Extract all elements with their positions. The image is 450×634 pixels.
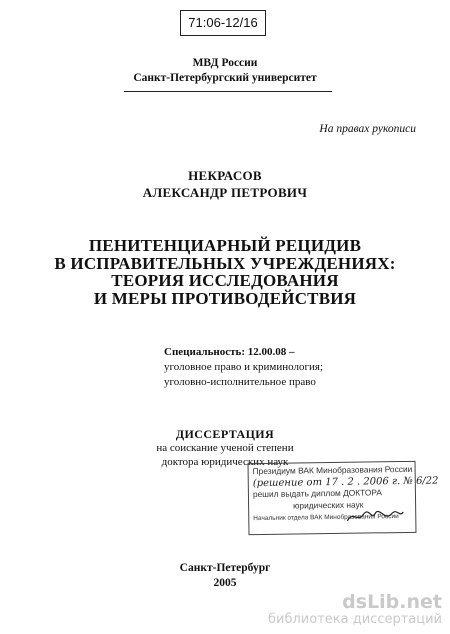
dissertation-line: доктора юридических наук	[161, 456, 289, 468]
stamp-line: Президиум ВАК Минобразования России	[252, 463, 413, 477]
title-line: И МЕРЫ ПРОТИВОДЕЙСТВИЯ	[93, 288, 357, 308]
dissertation-title	[0, 237, 450, 307]
author-given-names: АЛЕКСАНДР ПЕТРОВИЧ	[142, 185, 308, 200]
dissertation-heading: ДИССЕРТАЦИЯ	[175, 427, 275, 441]
title-line: В ИСПРАВИТЕЛЬНЫХ УЧРЕЖДЕНИЯХ:	[54, 253, 396, 273]
stamp-line: (решение от 17 . 2 . 2006 г. № 6/22	[252, 475, 439, 489]
specialty-label: Специальность: 12.00.08 –	[164, 346, 295, 358]
publication-city: Санкт-Петербург	[179, 562, 271, 574]
university-name: Санкт-Петербургский университет	[133, 72, 317, 84]
catalog-number: 71:06-12/16	[188, 15, 258, 30]
stamp-signature-line	[253, 510, 411, 524]
dissertation-line: на соискание ученой степени	[156, 442, 294, 454]
specialty-line: уголовно-исполнительное право	[164, 376, 316, 388]
handwritten-signature-icon	[345, 508, 405, 525]
stamp-line: юридических наук	[293, 499, 364, 511]
manuscript-note: На правах рукописи	[319, 123, 416, 135]
dslib-watermark	[268, 592, 442, 628]
publication-year: 2005	[213, 577, 237, 589]
stamp-line: решил выдать диплом ДОКТОРА	[252, 487, 383, 500]
title-line: ПЕНИТЕНЦИАРНЫЙ РЕЦИДИВ	[88, 236, 362, 255]
catalog-number-box	[180, 10, 266, 36]
header-divider	[124, 91, 332, 92]
specialty-block	[164, 345, 323, 390]
title-line: ТЕОРИЯ ИССЛЕДОВАНИЯ	[111, 271, 339, 290]
watermark-subtitle: библиотека диссертаций	[268, 612, 442, 627]
watermark-logo: dsLib.net	[342, 591, 442, 613]
stamp-line: Начальник отдела ВАК Минобразования России	[253, 513, 399, 523]
author-surname: НЕКРАСОВ	[188, 168, 262, 183]
vak-stamp	[248, 461, 439, 535]
specialty-line: уголовное право и криминология;	[164, 361, 324, 373]
ministry-name: МВД России	[192, 57, 258, 69]
